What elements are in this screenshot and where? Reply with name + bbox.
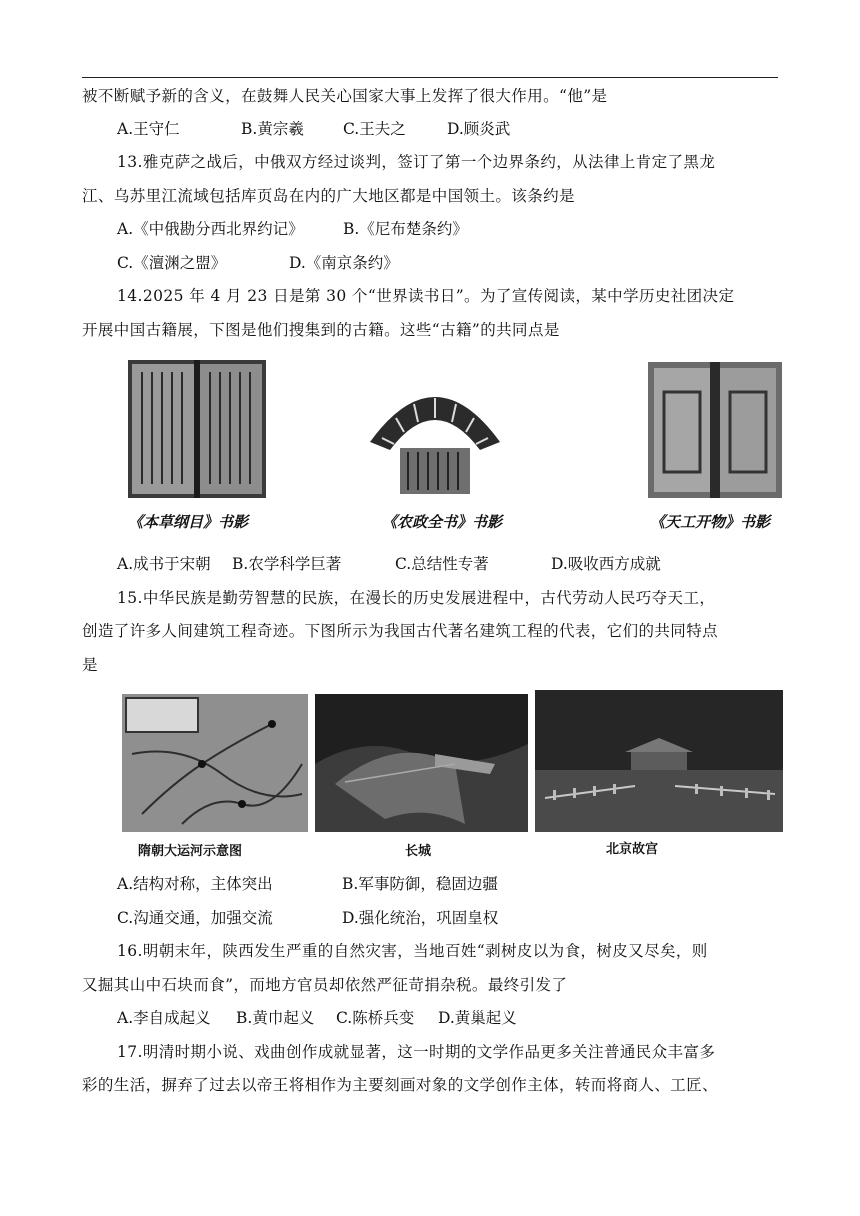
q14-option-b: B.农学科学巨著 <box>232 555 342 573</box>
q15-option-a: A.结构对称，主体突出 <box>117 875 273 893</box>
q17-stem-line2: 彩的生活，摒弃了过去以帝王将相作为主要刻画对象的文学创作主体，转而将商人、工匠、 <box>82 1076 719 1094</box>
q16-option-d: D.黄巢起义 <box>438 1009 517 1027</box>
q16-option-c: C.陈桥兵变 <box>336 1009 415 1027</box>
grand-canal-map-image <box>122 694 308 832</box>
q14-option-d: D.吸收西方成就 <box>551 555 661 573</box>
q16-option-b: B.黄巾起义 <box>236 1009 315 1027</box>
q13-stem-line1: 13.雅克萨之战后，中俄双方经过谈判，签订了第一个边界条约，从法律上肯定了黑龙 <box>117 153 716 171</box>
q13-option-c: C.《澶渊之盟》 <box>117 254 227 272</box>
q12-stem-tail: 被不断赋予新的含义，在鼓舞人民关心国家大事上发挥了很大作用。“他”是 <box>82 87 608 105</box>
q13-option-a: A.《中俄勘分西北界约记》 <box>117 220 304 238</box>
q16-stem-line2: 又掘其山中石块而食”，而地方官员却依然严征苛捐杂税。最终引发了 <box>82 976 568 994</box>
q14-stem-line2: 开展中国古籍展，下图是他们搜集到的古籍。这些“古籍”的共同点是 <box>82 321 560 339</box>
q15-option-d: D.强化统治，巩固皇权 <box>342 909 499 927</box>
header-rule <box>82 77 778 78</box>
q12-option-b: B.黄宗羲 <box>241 120 304 138</box>
q13-option-b: B.《尼布楚条约》 <box>343 220 468 238</box>
q14-options <box>117 554 661 574</box>
q12-options <box>117 119 510 139</box>
great-wall-image <box>315 694 528 832</box>
q12-option-c: C.王夫之 <box>343 120 406 138</box>
forbidden-city-image <box>535 690 783 832</box>
q13-option-d: D.《南京条约》 <box>289 254 399 272</box>
q14-option-c: C.总结性专著 <box>395 555 489 573</box>
nongzheng-quanshu-book-image <box>362 372 508 500</box>
q16-stem-line1: 16.明朝末年，陕西发生严重的自然灾害，当地百姓“剥树皮以为食，树皮又尽矣，则 <box>117 942 708 960</box>
nongzheng-quanshu-caption: 《农政全书》书影 <box>382 513 503 531</box>
q16-options <box>117 1008 517 1028</box>
q12-option-d: D.顾炎武 <box>447 120 511 138</box>
q13-options-row1 <box>117 219 468 239</box>
q16-option-a: A.李自成起义 <box>117 1009 211 1027</box>
q15-stem-line2: 创造了许多人间建筑工程奇迹。下图所示为我国古代著名建筑工程的代表，它们的共同特点 <box>82 622 719 640</box>
q15-options-row1 <box>117 874 498 894</box>
q14-stem-line1: 14.2025 年 4 月 23 日是第 30 个“世界读书日”。为了宣传阅读，某中学历史社团决定 <box>117 287 735 305</box>
tiangong-kaiwu-caption: 《天工开物》书影 <box>650 513 771 531</box>
q15-option-c: C.沟通交通，加强交流 <box>117 909 273 927</box>
q15-stem-line3: 是 <box>82 656 98 674</box>
great-wall-caption: 长城 <box>405 844 432 859</box>
grand-canal-caption: 隋朝大运河示意图 <box>138 844 243 859</box>
q15-options-row2 <box>117 908 498 928</box>
bencao-gangmu-caption: 《本草纲目》书影 <box>128 513 249 531</box>
q12-option-a: A.王守仁 <box>117 120 180 138</box>
forbidden-city-caption: 北京故宫 <box>606 842 659 857</box>
tiangong-kaiwu-book-image <box>648 362 782 498</box>
q15-option-b: B.军事防御，稳固边疆 <box>342 875 498 893</box>
q13-options-row2 <box>117 253 399 273</box>
q17-stem-line1: 17.明清时期小说、戏曲创作成就显著，这一时期的文学作品更多关注普通民众丰富多 <box>117 1043 716 1061</box>
q15-stem-line1: 15.中华民族是勤劳智慧的民族，在漫长的历史发展进程中，古代劳动人民巧夺天工， <box>117 589 716 607</box>
q13-stem-line2: 江、乌苏里江流域包括库页岛在内的广大地区都是中国领土。该条约是 <box>82 187 575 205</box>
q14-option-a: A.成书于宋朝 <box>117 555 211 573</box>
bencao-gangmu-book-image <box>128 360 266 498</box>
